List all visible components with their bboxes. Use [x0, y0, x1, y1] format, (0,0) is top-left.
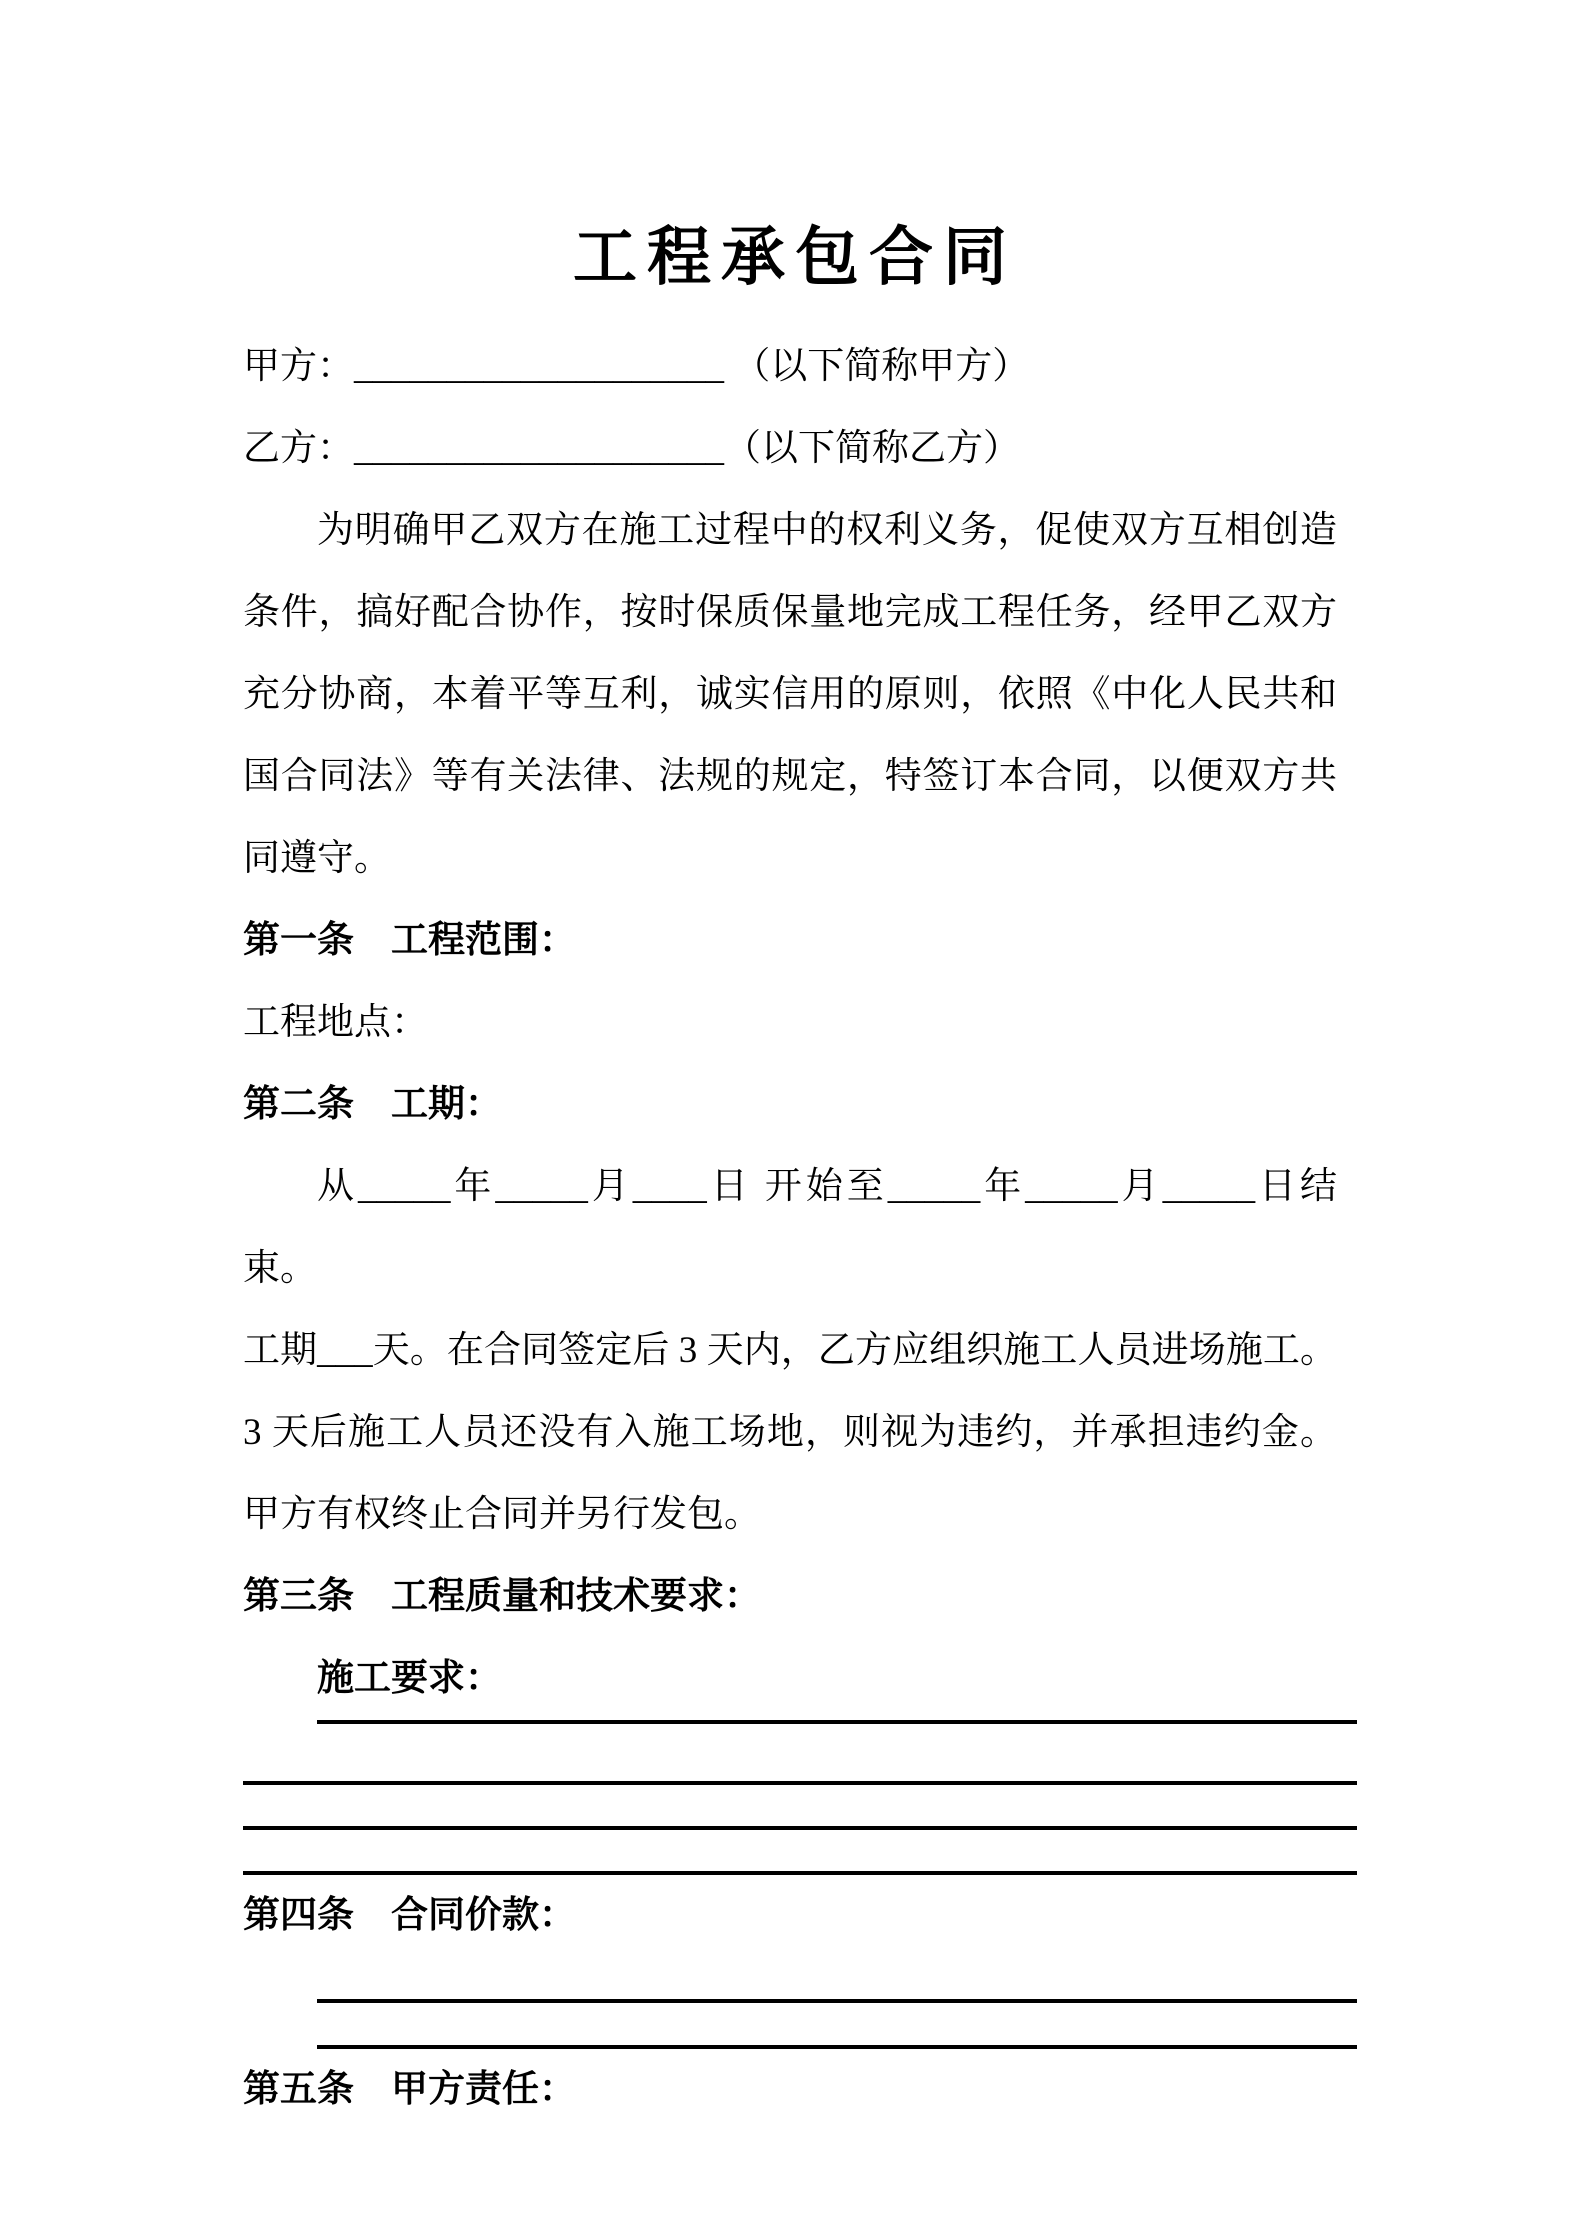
party-a-label: 甲方： [243, 346, 354, 387]
party-b-line [243, 408, 1337, 490]
requirements-blank-rule-3[interactable] [243, 1830, 1357, 1875]
article-1-heading: 第一条 工程范围： [243, 920, 576, 961]
party-b-label: 乙方： [243, 428, 354, 469]
construction-requirements-line[interactable] [317, 1638, 1357, 1724]
intro-paragraph: 为明确甲乙双方在施工过程中的权利义务，促使双方互相创造条件，搞好配合协作，按时保质保量地完成工程任务，经甲乙双方充分协商，本着平等互利，诚实信用的原则，依照《中化人民共和国合同法》等有关法律、法规的规定，特签订本合同，以便双方共同遵守。 [243, 510, 1337, 879]
requirements-blank-rule-2[interactable] [243, 1785, 1357, 1830]
price-blank-rule-1[interactable] [317, 1957, 1357, 2003]
construction-requirements-label: 施工要求： [317, 1658, 502, 1699]
article-4-heading: 第四条 合同价款： [243, 1895, 576, 1936]
party-a-line [243, 326, 1337, 408]
party-a-note: （以下简称甲方） [733, 346, 1030, 387]
article-5-heading: 第五条 甲方责任： [243, 2069, 576, 2110]
party-b-blank[interactable]: ____________________ [354, 428, 724, 469]
term-dates-line[interactable]: 从_____年_____月____日 开始至_____年_____月_____日结束。 [243, 1166, 1337, 1289]
document-title: 工程承包合同 [573, 222, 1017, 293]
price-blank-rule-2[interactable] [317, 2003, 1357, 2049]
article-3-heading: 第三条 工程质量和技术要求： [243, 1576, 761, 1617]
requirements-blank-rule-1[interactable] [243, 1740, 1357, 1785]
party-b-note: （以下简称乙方） [724, 428, 1020, 469]
project-location-label: 工程地点： [243, 1002, 428, 1043]
article-2-heading: 第二条 工期： [243, 1084, 502, 1125]
term-paragraph: 工期___天。在合同签定后 3 天内，乙方应组织施工人员进场施工。3 天后施工人员还没有入施工场地，则视为违约，并承担违约金。甲方有权终止合同并另行发包。 [243, 1330, 1337, 1535]
party-a-blank[interactable]: ____________________ [354, 346, 724, 387]
